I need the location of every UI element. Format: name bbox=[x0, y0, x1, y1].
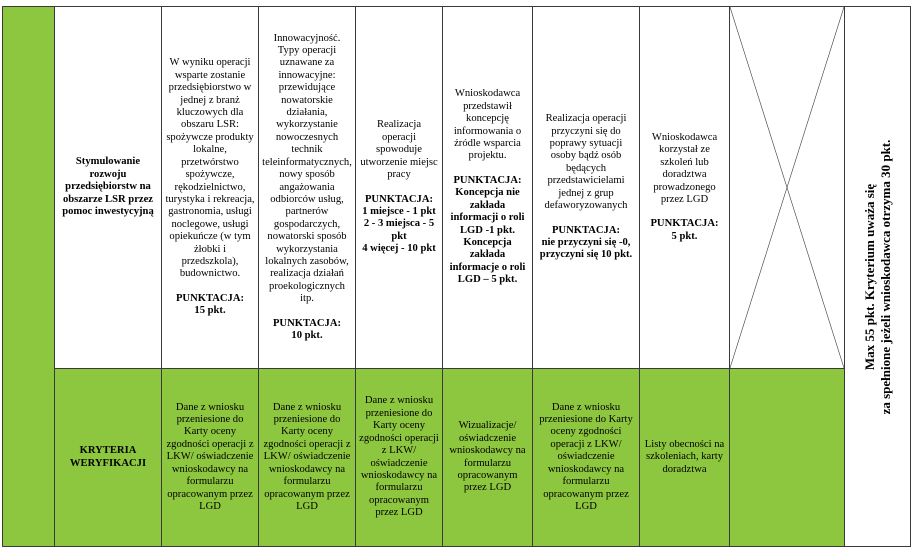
score-3-line-2: 2 - 3 miejsca - 5 pkt bbox=[363, 218, 435, 242]
verification-empty-cell bbox=[730, 369, 845, 547]
score-2: 10 pkt. bbox=[291, 329, 323, 341]
verification-cell-5: Dane z wniosku przeniesione do Karty oceny zgodności operacji z LKW/ oświadczenie wnioskodawcy na formularzu opracowanym przez LGD bbox=[533, 369, 640, 547]
verification-cell-2: Dane z wniosku przeniesione do Karty oceny zgodności operacji z LKW/ oświadczenie wnioskodawcy na formularzu opracowanym przez LGD bbox=[259, 369, 356, 547]
score-label-5: PUNKTACJA: bbox=[551, 224, 621, 236]
score-5: nie przyczyni się -0, przyczyni się 10 pkt. bbox=[539, 236, 633, 261]
verification-cell-6: Listy obecności na szkoleniach, karty doradztwa bbox=[640, 369, 730, 547]
criterion-cell-4 bbox=[443, 7, 533, 369]
score-label-1: PUNKTACJA: bbox=[175, 292, 245, 304]
verification-title: KRYTERIA WERYFIKACJI bbox=[55, 369, 162, 547]
criterion-cell-2 bbox=[259, 7, 356, 369]
verification-cell-3: Dane z wniosku przeniesione do Karty oceny zgodności operacji z LKW/ oświadczenie wnioskodawcy na formularzu opracowanym przez LGD bbox=[356, 369, 443, 547]
score-3-line-3: 4 więcej - 10 pkt bbox=[362, 243, 436, 255]
score-4-line-2: Koncepcja zakłada informacje o roli LGD – 5 pkt. bbox=[449, 236, 526, 286]
criterion-cell-6 bbox=[640, 7, 730, 369]
max-points-cell bbox=[845, 7, 911, 547]
score-3-line-1: 1 miejsce - 1 pkt bbox=[362, 205, 436, 217]
criterion-title: Stymulowanie rozwoju przedsiębiorstw na obszarze LSR przez pomoc inwestycyjną bbox=[55, 7, 162, 369]
criterion-cell-1 bbox=[162, 7, 259, 369]
criterion-text-5: Realizacja operacji przyczyni się do poprawy sytuacji osoby bądź osób będących przedstawicielami jednej z grup defaworyzowanych bbox=[544, 113, 628, 212]
max-points-note bbox=[862, 107, 894, 447]
max-points-line-1: Max 55 pkt. Kryterium uważa się bbox=[861, 183, 877, 370]
criterion-text-3: Realizacja operacji spowoduje utworzenie miejsc pracy bbox=[360, 119, 438, 181]
score-label-6: PUNKTACJA: bbox=[650, 218, 719, 230]
score-label-3: PUNKTACJA: bbox=[364, 193, 434, 205]
score-label-4: PUNKTACJA: bbox=[453, 174, 522, 186]
score-6: 5 pkt. bbox=[671, 230, 698, 242]
criterion-text-2: Innowacyjność. Typy operacji uznawane za innowacyjne: przewidujące nowatorskie działania, wykorzystanie nowoczesnych technik teleinformatycznych, nowy sposób angażowania odbiorców usług, partnerów gospodarczych, nowatorski sposób wykorzystania lokalnych zasobów, realizacja działań proekologicznych itp. bbox=[262, 32, 352, 305]
criterion-text-6: Wnioskodawca korzystał ze szkoleń lub doradztwa prowadzonego przez LGD bbox=[651, 131, 718, 205]
max-points-line-2: za spełnione jeżeli wnioskodawca otrzyma 30 pkt. bbox=[877, 139, 893, 414]
criteria-table bbox=[2, 6, 911, 547]
empty-crossed-cell bbox=[730, 7, 845, 369]
score-4-line-1: Koncepcja nie zakłada informacji o roli LGD -1 pkt. bbox=[450, 187, 525, 236]
criterion-text-1: W wyniku operacji wsparte zostanie przedsiębiorstwo w jednej z branż kluczowych dla obszaru LSR: spożywcze produkty lokalne, przetwórstwo spożywcze, rękodzielnictwo, turystyka i rekreacja, gastronomia, usługi noclegowe, usługi opiekuńcze (w tym żłobki i przedszkola), budownictwo. bbox=[165, 57, 255, 280]
left-green-column bbox=[3, 7, 55, 547]
criterion-row bbox=[3, 7, 911, 369]
verification-row bbox=[3, 369, 911, 547]
criterion-text-4: Wnioskodawca przedstawił koncepcję informowania o źródle wsparcia projektu. bbox=[453, 88, 522, 162]
score-label-2: PUNKTACJA: bbox=[272, 317, 342, 329]
criterion-cell-3 bbox=[356, 7, 443, 369]
verification-cell-4: Wizualizacje/ oświadczenie wnioskodawcy na formularzu opracowanym przez LGD bbox=[443, 369, 533, 547]
score-1: 15 pkt. bbox=[194, 305, 226, 317]
cross-lines bbox=[730, 7, 844, 368]
criterion-cell-5 bbox=[533, 7, 640, 369]
verification-cell-1: Dane z wniosku przeniesione do Karty oceny zgodności operacji z LKW/ oświadczenie wnioskodawcy na formularzu opracowanym przez LGD bbox=[162, 369, 259, 547]
